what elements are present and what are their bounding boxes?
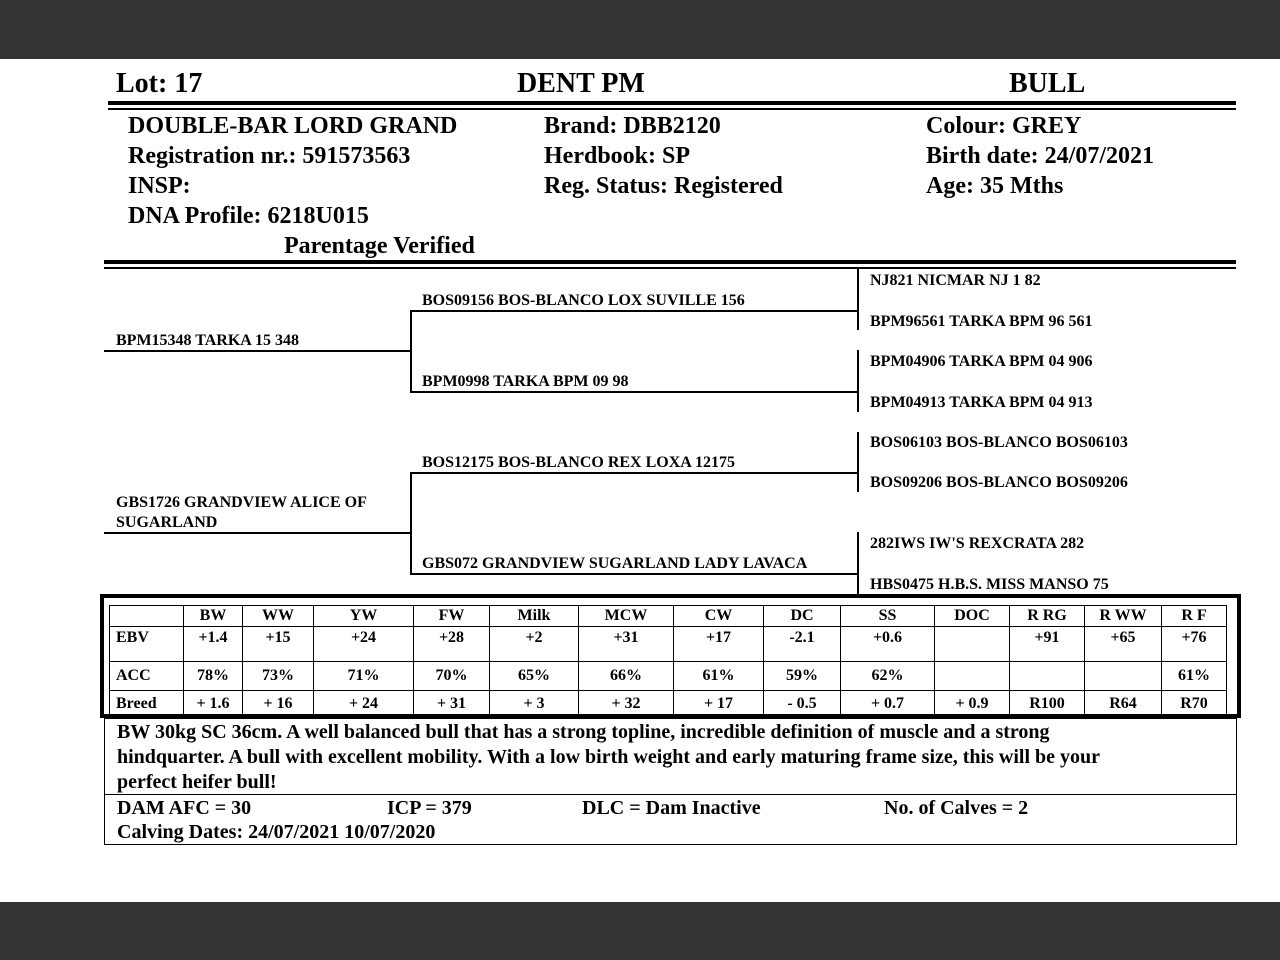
table-cell: +76	[1162, 627, 1227, 662]
dam-sire-name: BOS12175 BOS-BLANCO REX LOXA 12175	[422, 454, 735, 471]
comments-line-3: perfect heifer bull!	[117, 771, 277, 793]
header-cell: R WW	[1085, 606, 1162, 627]
colour: Colour: GREY	[926, 113, 1082, 139]
breed-row	[110, 691, 1227, 718]
top-dark-band	[0, 0, 1280, 59]
header-cell: DC	[764, 606, 841, 627]
sire-name: BPM15348 TARKA 15 348	[116, 332, 299, 349]
table-cell: 62%	[841, 662, 935, 691]
table-cell: + 16	[243, 691, 314, 718]
table-cell: 61%	[674, 662, 764, 691]
registration-number: Registration nr.: 591573563	[128, 143, 411, 169]
header-cell: CW	[674, 606, 764, 627]
table-cell: R64	[1085, 691, 1162, 718]
dna-profile: DNA Profile: 6218U015	[128, 203, 369, 229]
table-cell: 73%	[243, 662, 314, 691]
header-cell: DOC	[935, 606, 1010, 627]
header-cell: Milk	[490, 606, 579, 627]
great-bracket-3	[857, 432, 859, 492]
sire-sire-name: BOS09156 BOS-BLANCO LOX SUVILLE 156	[422, 292, 745, 309]
table-cell: 65%	[490, 662, 579, 691]
great-grandparent-8: HBS0475 H.B.S. MISS MANSO 75	[870, 576, 1109, 593]
sire-line	[104, 350, 410, 352]
table-cell: - 0.5	[764, 691, 841, 718]
table-cell: 70%	[414, 662, 490, 691]
table-cell: 66%	[579, 662, 674, 691]
sire-bracket	[410, 310, 412, 392]
birth-date: Birth date: 24/07/2021	[926, 143, 1154, 169]
header-cell	[110, 606, 184, 627]
header-rule-thin	[108, 108, 1236, 110]
icp: ICP = 379	[387, 797, 472, 819]
dam-name-line2: SUGARLAND	[116, 514, 218, 531]
dam-name-line1: GBS1726 GRANDVIEW ALICE OF	[116, 494, 367, 511]
table-cell	[935, 662, 1010, 691]
table-cell: R100	[1010, 691, 1085, 718]
great-grandparent-2: BPM96561 TARKA BPM 96 561	[870, 313, 1093, 330]
sire-dam-name: BPM0998 TARKA BPM 09 98	[422, 373, 629, 390]
table-cell: 78%	[184, 662, 243, 691]
bottom-dark-band	[0, 902, 1280, 960]
great-bracket-4	[857, 532, 859, 594]
header-cell: SS	[841, 606, 935, 627]
header-cell: BW	[184, 606, 243, 627]
table-cell: + 24	[314, 691, 414, 718]
dam-dam-name: GBS072 GRANDVIEW SUGARLAND LADY LAVACA	[422, 555, 808, 572]
acc-row	[110, 662, 1227, 691]
ebv-row	[110, 627, 1227, 662]
table-cell: +31	[579, 627, 674, 662]
dam-bracket	[410, 472, 412, 574]
great-grandparent-1: NJ821 NICMAR NJ 1 82	[870, 272, 1041, 289]
table-cell: + 1.6	[184, 691, 243, 718]
table-cell: +91	[1010, 627, 1085, 662]
table-cell	[935, 627, 1010, 662]
table-cell: +24	[314, 627, 414, 662]
sex-label: BULL	[1009, 68, 1086, 99]
table-cell: + 17	[674, 691, 764, 718]
great-bracket-1	[857, 268, 859, 330]
header-cell: YW	[314, 606, 414, 627]
header-cell: FW	[414, 606, 490, 627]
ebv-header-row	[110, 606, 1227, 627]
table-cell: +65	[1085, 627, 1162, 662]
table-cell: R70	[1162, 691, 1227, 718]
table-cell: + 0.7	[841, 691, 935, 718]
header-cell: MCW	[579, 606, 674, 627]
comments-line-2: hindquarter. A bull with excellent mobility. With a low birth weight and early maturing frame size, this will be your	[117, 746, 1100, 768]
ebv-table-frame	[100, 594, 1241, 718]
great-grandparent-3: BPM04906 TARKA BPM 04 906	[870, 353, 1093, 370]
registration-status: Reg. Status: Registered	[544, 173, 783, 199]
dam-afc: DAM AFC = 30	[117, 797, 252, 819]
number-of-calves: No. of Calves = 2	[884, 797, 1029, 819]
dam-sire-line	[410, 472, 858, 474]
owner-name: DENT PM	[517, 68, 645, 99]
dlc: DLC = Dam Inactive	[582, 797, 761, 819]
table-cell: + 0.9	[935, 691, 1010, 718]
comments-line-1: BW 30kg SC 36cm. A well balanced bull that has a strong topline, incredible definition of muscle and a strong	[117, 721, 1050, 743]
header-cell: WW	[243, 606, 314, 627]
info-rule-thick	[104, 260, 1236, 264]
lot-number: Lot: 17	[116, 68, 203, 99]
great-grandparent-7: 282IWS IW'S REXCRATA 282	[870, 535, 1085, 552]
table-cell	[1010, 662, 1085, 691]
dam-dam-line	[410, 573, 858, 575]
table-cell: -2.1	[764, 627, 841, 662]
table-cell: + 3	[490, 691, 579, 718]
dam-line	[104, 532, 410, 534]
parentage-status: Parentage Verified	[284, 233, 475, 259]
table-cell: + 31	[414, 691, 490, 718]
table-cell: 59%	[764, 662, 841, 691]
info-rule-thin	[104, 267, 1236, 269]
table-cell: 61%	[1162, 662, 1227, 691]
herdbook: Herdbook: SP	[544, 143, 691, 169]
sire-sire-line	[410, 310, 858, 312]
great-grandparent-5: BOS06103 BOS-BLANCO BOS06103	[870, 434, 1128, 451]
table-cell: +2	[490, 627, 579, 662]
row-label: EBV	[110, 627, 184, 662]
great-grandparent-4: BPM04913 TARKA BPM 04 913	[870, 394, 1093, 411]
row-label: Breed	[110, 691, 184, 718]
header-cell: R RG	[1010, 606, 1085, 627]
table-cell: +28	[414, 627, 490, 662]
table-cell	[1085, 662, 1162, 691]
table-cell: +1.4	[184, 627, 243, 662]
ebv-table	[109, 605, 1227, 718]
table-cell: +15	[243, 627, 314, 662]
animal-name: DOUBLE-BAR LORD GRAND	[128, 113, 458, 139]
age: Age: 35 Mths	[926, 173, 1064, 199]
table-cell: + 32	[579, 691, 674, 718]
row-label: ACC	[110, 662, 184, 691]
table-cell: +17	[674, 627, 764, 662]
calving-dates: Calving Dates: 24/07/2021 10/07/2020	[117, 821, 436, 843]
brand: Brand: DBB2120	[544, 113, 721, 139]
great-grandparent-6: BOS09206 BOS-BLANCO BOS09206	[870, 474, 1128, 491]
sire-dam-line	[410, 391, 858, 393]
header-rule-thick	[108, 101, 1236, 105]
header-cell: R F	[1162, 606, 1227, 627]
insp-label: INSP:	[128, 173, 191, 199]
table-cell: 71%	[314, 662, 414, 691]
table-cell: +0.6	[841, 627, 935, 662]
great-bracket-2	[857, 350, 859, 412]
